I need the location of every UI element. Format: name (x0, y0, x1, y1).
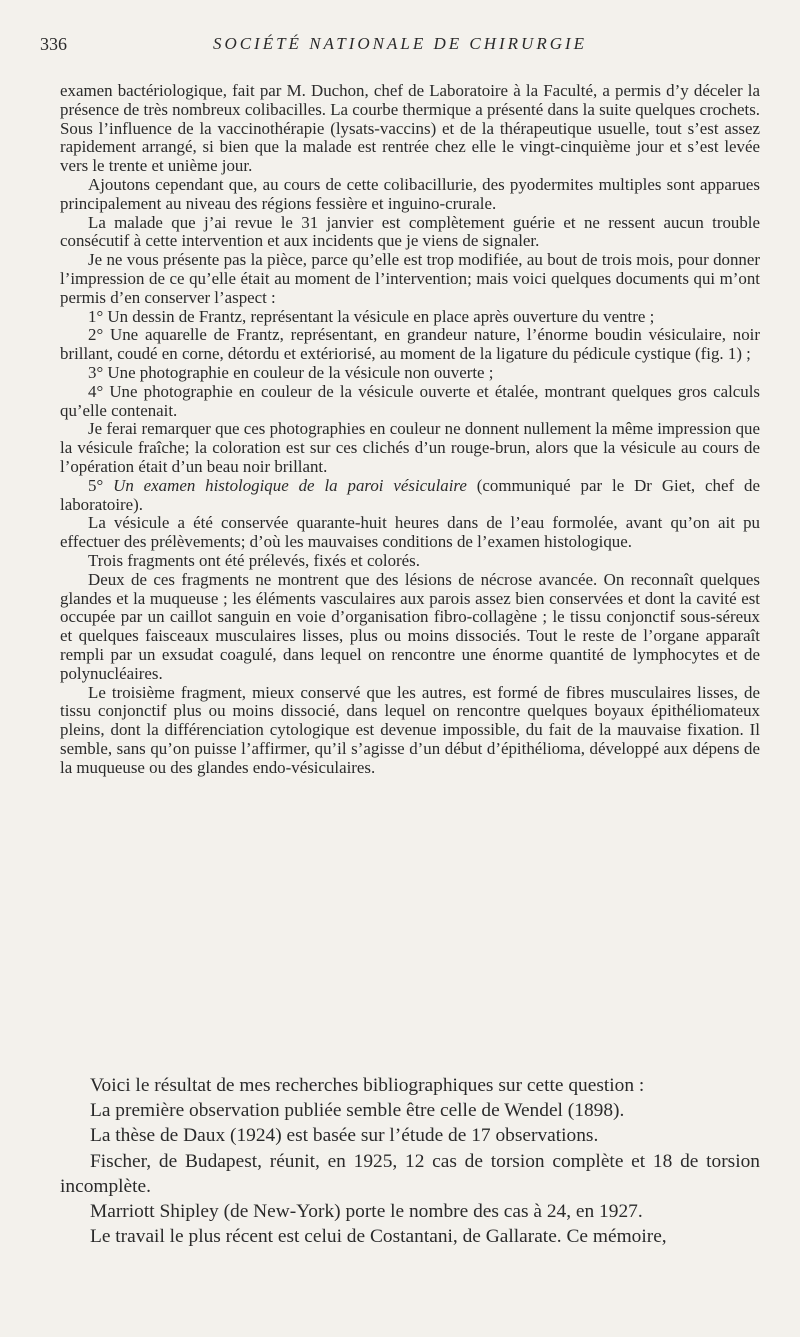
item-text: (communiqué par le Dr Giet, chef de laboratoire). (60, 475, 760, 514)
paragraph: La thèse de Daux (1924) est basée sur l’étude de 17 observations. (90, 1125, 599, 1147)
discussion-text (60, 1073, 760, 1249)
list-item: 1° Un dessin de Frantz, représentant la vésicule en place après ouverture du ventre ; (88, 306, 655, 326)
page-header (40, 34, 760, 62)
page-number: 336 (40, 34, 67, 54)
paragraph: Marriott Shipley (de New-York) porte le nombre des cas à 24, en 1927. (90, 1201, 643, 1223)
paragraph: La malade que j’ai revue le 31 janvier est complètement guérie et ne ressent aucun trouble consécutif à cette intervention et aux incidents que je viens de signaler. (60, 212, 760, 251)
list-item: 2° Une aquarelle de Frantz, représentant, en grandeur nature, l’énorme boudin vésiculaire, noir brillant, coudé en corne, détordu et extériorisé, au moment de la ligature du pédicule cystique (fig. 1) ; (60, 325, 760, 364)
list-item (60, 477, 760, 515)
paragraph: Je ferai remarquer que ces photographies en couleur ne donnent nullement la même impression que la vésicule fraîche; la coloration est sur ces clichés d’un rouge-brun, alors que la vésicule au cours de l’opération était d’un beau noir brillant. (60, 419, 760, 476)
paragraph: La vésicule a été conservée quarante-huit heures dans de l’eau formolée, avant qu’on ait pu effectuer des prélèvements; d’où les mauvaises conditions de l’examen histologique. (60, 513, 760, 552)
paragraph: Le troisième fragment, mieux conservé que les autres, est formé de fibres musculaires lisses, de tissu conjonctif plus ou moins dissocié, dans lequel on rencontre quelques boyaux épithéliomateux pleins, dont la différenciation cytologique est devenue impossible, du fait de la mauvaise fixation. Il semble, sans qu’on puisse l’affirmer, qu’il s’agisse d’un début d’épithélioma, développé aux dépens de la muqueuse ou des glandes endo-vésiculaires. (60, 682, 760, 777)
paragraph: Trois fragments ont été prélevés, fixés et colorés. (88, 550, 420, 570)
item-number: 5° (88, 475, 104, 495)
list-item: 4° Une photographie en couleur de la vésicule ouverte et étalée, montrant quelques gros calculs qu’elle contenait. (60, 381, 760, 420)
paragraph: Voici le résultat de mes recherches bibliographiques sur cette question : (90, 1075, 645, 1096)
item-title: Un examen histologique de la paroi vésiculaire (113, 475, 467, 495)
paragraph: examen bactériologique, fait par M. Duchon, chef de Laboratoire à la Faculté, a permis d’y déceler la présence de très nombreux colibacilles. La courbe thermique a présenté dans la suite quelques crochets. Sous l’influence de la vaccinothérapie (lysats-vaccins) et de la thérapeutique usuelle, tout s’est assez rapidement arrangé, si bien que la malade est rentrée chez elle le vingt-cinquième jour et s’est levée vers le trente et unième jour. (60, 81, 760, 176)
main-text (60, 82, 760, 777)
paragraph: Deux de ces fragments ne montrent que des lésions de nécrose avancée. On reconnaît quelques glandes et la muqueuse ; les éléments vasculaires aux parois assez bien conservées et dont la cavité est occupée par un caillot sanguin en voie d’organisation fibro-collagène ; le tissu conjonctif sous-séreux et quelques faisceaux musculaires lisses, plus ou moins dissociés. Tout le reste de l’organe apparaît rempli par un exsudat coagulé, dans lequel on rencontre une énorme quantité de lymphocytes et de polynucléaires. (60, 569, 760, 683)
list-item: 3° Une photographie en couleur de la vésicule non ouverte ; (88, 362, 494, 382)
paragraph: Je ne vous présente pas la pièce, parce qu’elle est trop modifiée, au bout de trois mois, pour donner l’impression de ce qu’elle était au moment de l’intervention; mais voici quelques documents qui m’ont permis d’en conserver l’aspect : (60, 250, 760, 307)
paragraph: Fischer, de Budapest, réunit, en 1925, 12 cas de torsion complète et 18 de torsion incomplète. (60, 1150, 760, 1197)
paragraph: La première observation publiée semble être celle de Wendel (1898). (90, 1100, 625, 1122)
running-title: SOCIÉTÉ NATIONALE DE CHIRURGIE (212, 34, 588, 53)
paragraph: Le travail le plus récent est celui de Costantani, de Gallarate. Ce mémoire, (90, 1226, 667, 1248)
paragraph: Ajoutons cependant que, au cours de cette colibacillurie, des pyodermites multiples sont apparues principalement au niveau des régions fessière et inguino-crurale. (60, 174, 760, 213)
